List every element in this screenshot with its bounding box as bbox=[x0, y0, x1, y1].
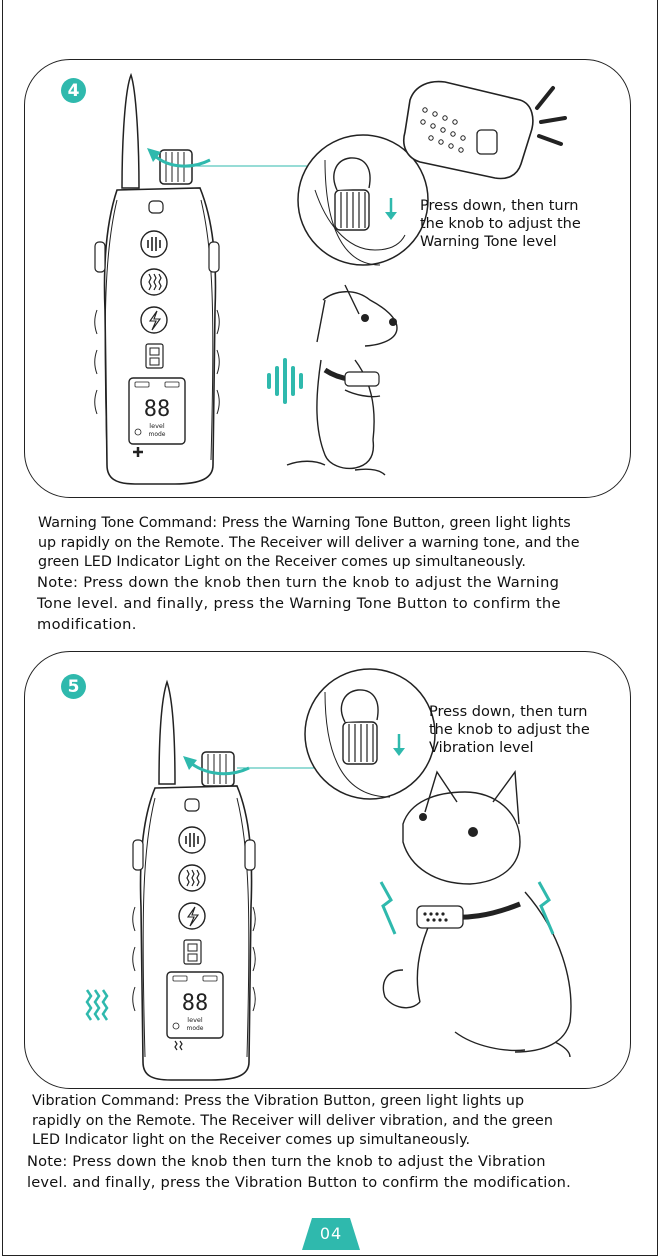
page-number: 04 bbox=[319, 1224, 343, 1243]
shock-button-icon bbox=[179, 903, 205, 929]
command-line-3: green LED Indicator Light on the Receiver comes up simultaneously. bbox=[38, 554, 526, 570]
callout-line: the knob to adjust the bbox=[429, 722, 590, 738]
vibration-command-text bbox=[32, 1092, 632, 1151]
command-label: Vibration Command: bbox=[32, 1093, 180, 1109]
command-line-2: up rapidly on the Remote. The Receiver will deliver a warning tone, and the bbox=[38, 534, 580, 551]
page-number-tab bbox=[302, 1218, 360, 1250]
lcd-level-label: level bbox=[187, 1016, 203, 1024]
callout-line: Press down, then turn bbox=[429, 704, 588, 720]
callout-line: Vibration level bbox=[429, 740, 534, 756]
step-5-callout bbox=[429, 703, 590, 757]
note-line: Note: Press down the knob then turn the knob to adjust the Warning bbox=[37, 574, 560, 591]
vibration-bolt-right-icon bbox=[539, 882, 553, 934]
step-5-panel bbox=[24, 651, 631, 1089]
vibration-note bbox=[27, 1151, 571, 1193]
lcd-digits: 88 bbox=[181, 991, 209, 1016]
step-4-callout bbox=[420, 197, 581, 251]
lcd-digits: 88 bbox=[143, 397, 171, 422]
vibration-wave-icon bbox=[87, 990, 107, 1020]
command-line-3: LED Indicator light on the Receiver comes up simultaneously. bbox=[32, 1132, 471, 1148]
callout-line: Press down, then turn bbox=[420, 198, 579, 214]
callout-line: Warning Tone level bbox=[420, 234, 557, 250]
step-4-panel bbox=[24, 59, 631, 498]
tone-button-icon bbox=[141, 231, 167, 257]
step-4-badge: 4 bbox=[61, 78, 86, 103]
step-4-illustration bbox=[25, 60, 631, 498]
note-line: Tone level. and finally, press the Warning Tone Button to confirm the bbox=[37, 595, 561, 612]
tone-wave-icon bbox=[269, 360, 301, 402]
lcd-mode-label: mode bbox=[186, 1025, 204, 1032]
shock-button-icon bbox=[141, 307, 167, 333]
warning-tone-note bbox=[37, 572, 561, 635]
tone-button-icon bbox=[179, 827, 205, 853]
note-line: level. and finally, press the Vibration Button to confirm the modification. bbox=[27, 1174, 571, 1191]
command-line-2: rapidly on the Remote. The Receiver will deliver vibration, and the green bbox=[32, 1112, 553, 1129]
note-line: Note: Press down the knob then turn the knob to adjust the Vibration bbox=[27, 1153, 546, 1170]
vibration-bolt-left-icon bbox=[381, 882, 395, 934]
knob-icon bbox=[202, 752, 234, 786]
command-line-1: Warning Tone Command: Press the Warning Tone Button, green light lights bbox=[38, 515, 571, 531]
warning-tone-command-text bbox=[38, 514, 638, 573]
step-5-badge: 5 bbox=[61, 674, 86, 699]
command-line-1: Vibration Command: Press the Vibration Button, green light lights up bbox=[32, 1093, 525, 1109]
lcd-level-label: level bbox=[149, 422, 165, 430]
note-line: modification. bbox=[37, 616, 137, 633]
sound-lines-icon bbox=[537, 88, 565, 144]
callout-line: the knob to adjust the bbox=[420, 216, 581, 232]
command-label: Warning Tone Command: bbox=[38, 515, 218, 531]
receiver-icon bbox=[404, 82, 533, 179]
lcd-mode-label: mode bbox=[148, 431, 166, 438]
